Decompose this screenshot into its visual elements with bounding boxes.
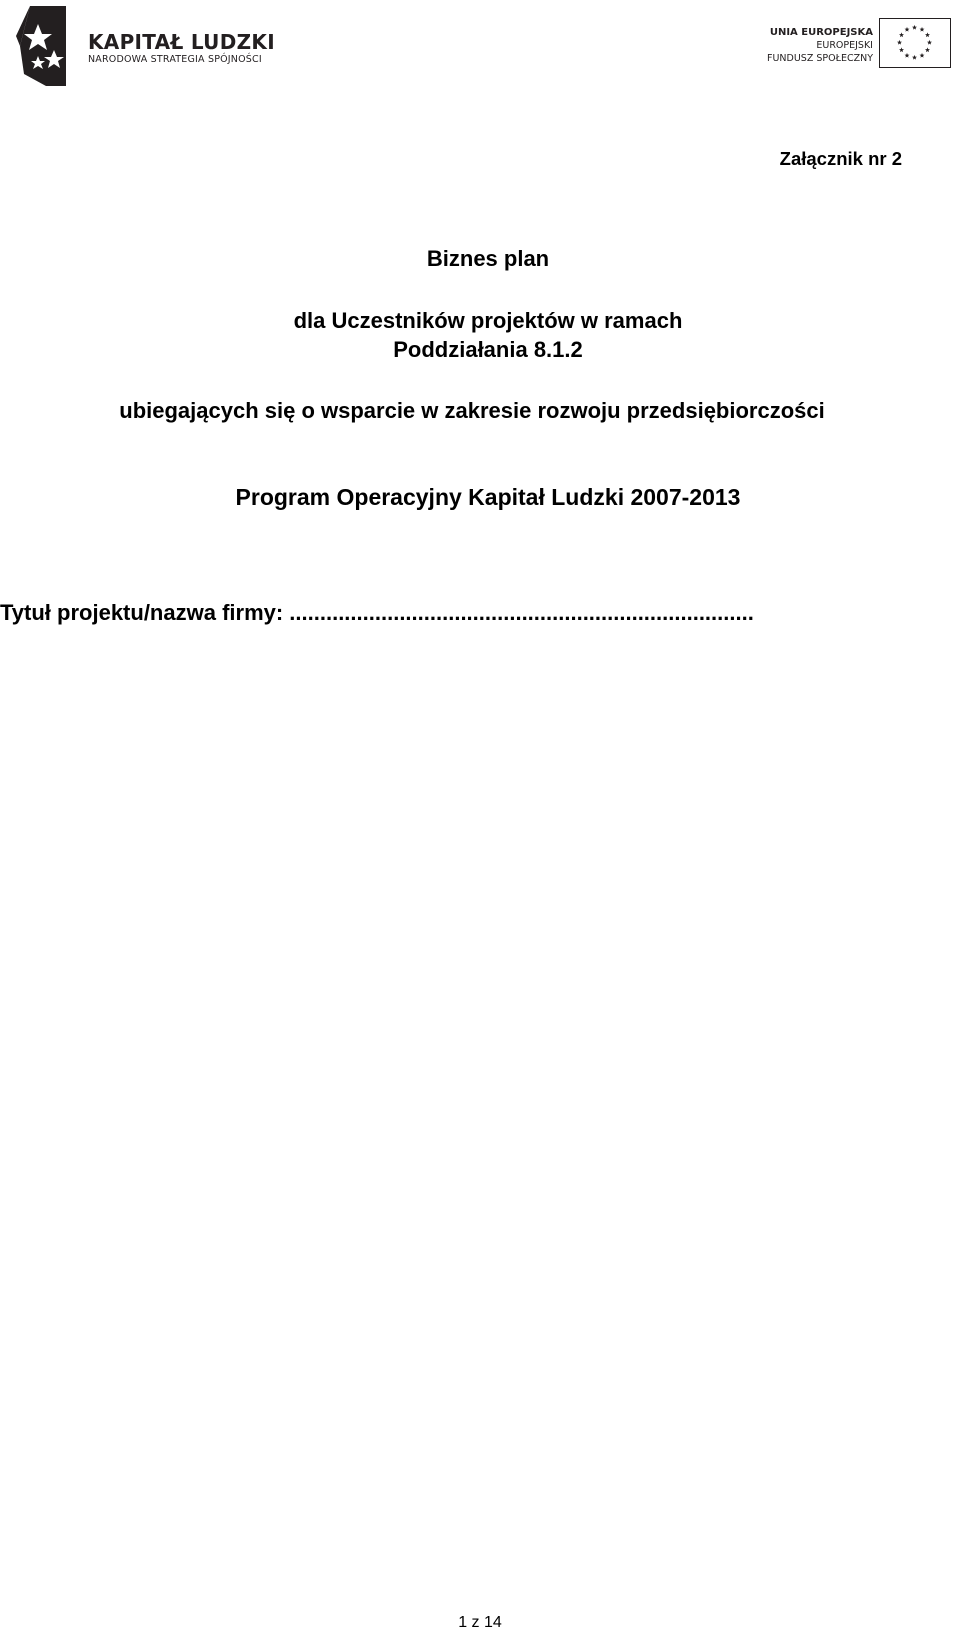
kapital-ludzki-logo [16, 6, 276, 86]
eu-flag-icon [879, 18, 951, 68]
eu-star-icon [925, 32, 930, 37]
eu-logo-text [767, 26, 873, 65]
page-number: 1 z 14 [458, 1614, 502, 1631]
eu-star-icon [920, 27, 925, 32]
eu-stars [880, 19, 949, 66]
subtitle-line1: dla Uczestników projektów w ramach [293, 308, 683, 333]
eu-star-icon [920, 53, 925, 58]
project-title-field: Tytuł projektu/nazwa firmy: ............................................................................ [0, 600, 754, 625]
annex-label: Załącznik nr 2 [779, 148, 902, 169]
eu-star-icon [925, 47, 930, 52]
eu-star-icon [912, 55, 917, 60]
eu-star-icon [905, 53, 910, 58]
eu-star-icon [912, 25, 917, 30]
program-name: Program Operacyjny Kapitał Ludzki 2007-2013 [235, 484, 741, 510]
eu-star-icon [899, 32, 904, 37]
eu-logo-line1: UNIA EUROPEJSKA [769, 27, 873, 38]
document-title: Biznes plan [426, 246, 550, 271]
eu-star-icon [905, 27, 910, 32]
eu-logo [745, 18, 955, 74]
eu-star-icon [897, 40, 902, 45]
eu-star-icon [927, 40, 932, 45]
kapital-ludzki-title: KAPITAŁ LUDZKI [88, 30, 275, 54]
document-subtitle [8, 306, 960, 364]
kapital-ludzki-subtitle: NARODOWA STRATEGIA SPÓJNOŚCI [88, 54, 262, 65]
eu-logo-line2: EUROPEJSKI [816, 40, 873, 51]
eu-star-icon [899, 47, 904, 52]
kapital-ludzki-text [88, 31, 275, 66]
kapital-ludzki-symbol-icon [16, 6, 70, 86]
eu-logo-line3: FUNDUSZ SPOŁECZNY [767, 53, 873, 64]
subtitle-line2: Poddziałania 8.1.2 [393, 337, 583, 362]
subtitle-line3: ubiegających się o wsparcie w zakresie rozwoju przedsiębiorczości [119, 398, 825, 423]
